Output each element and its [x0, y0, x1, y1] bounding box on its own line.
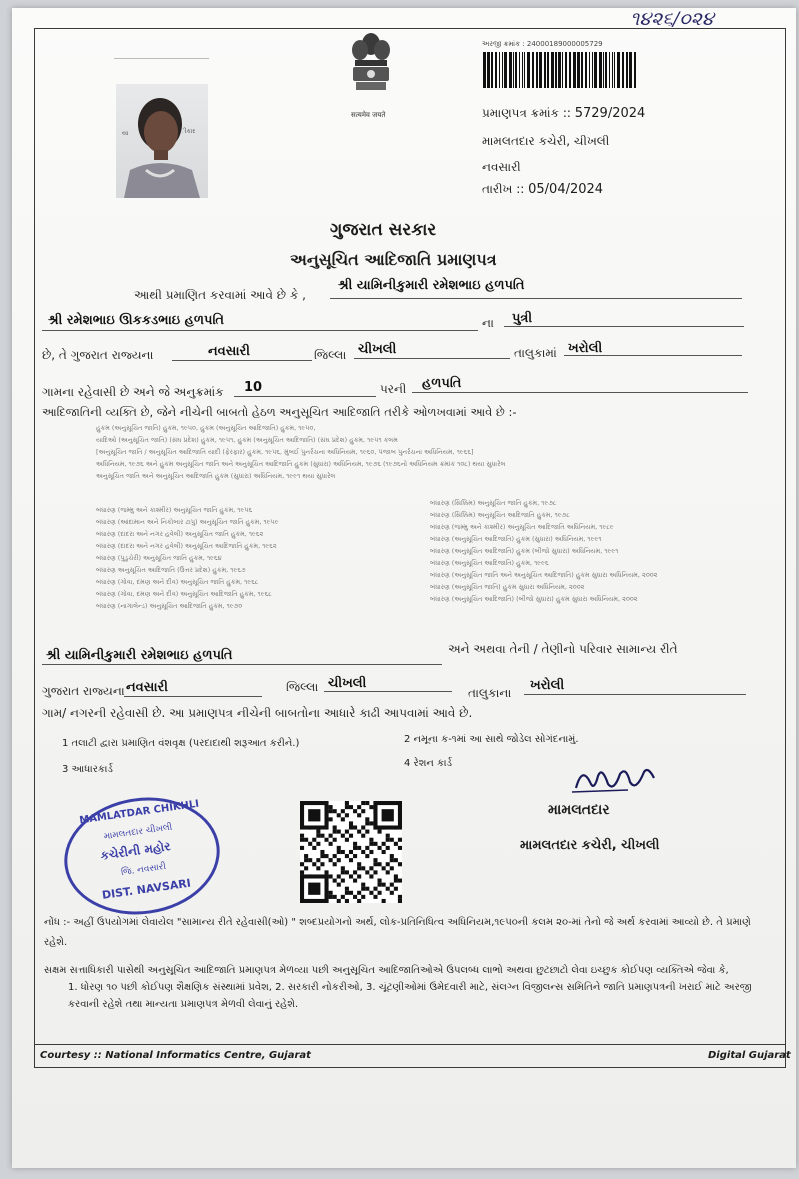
fine-print-left: બંધારણ (ગોવા, દમણ અને દીવ) અનુસૂચિત જાતિ હુકમ, ૧૯૬૮: [96, 578, 259, 586]
district-underline: [172, 360, 312, 361]
candidate-name-line2: શ્રી યામિનીકુમારી રમેશભાઇ હળપતિ: [46, 648, 233, 663]
taluka-underline: [354, 358, 510, 359]
fine-print-line: યાદિઓ (અનુસૂચિત જાતિ) (સંઘ પ્રદેશ) હુકમ, ૧૯૫૧, હુકમ (અનુસૂચિત આદિજાતિ) (સંઘ પ્રદેશ) હુકમ, ૧૯૫૧ કલમ: [96, 436, 398, 444]
certify-label: આથી પ્રમાણિત કરવામાં આવે છે કે ,: [134, 288, 306, 302]
fine-print-right: બંધારણ (અનુસૂચિત જાતિ અને અનુસૂચિત આદિજાતિ) હુકમ સુધારા અધિનિયમ, ૨૦૦૨: [430, 571, 658, 579]
state-label2: ગુજરાત રાજ્યના: [42, 684, 125, 698]
photo-caption-left: યા: [122, 130, 129, 137]
header-district: નવસારી: [482, 160, 521, 174]
national-emblem-icon: [347, 30, 395, 110]
handwritten-number: ૧૪૨૬/૦૨૪: [630, 8, 714, 30]
fine-print-line: અનુસૂચિત જાતિ અને અનુસૂચિત આદિજાતિ હુકમ (સુધારા) અધિનિયમ, ૧૯૯૧ થયા સુધારેલ: [96, 472, 336, 480]
fine-print-right: બંધારણ (જમ્મુ અને કાશ્મીર) અનુસૂચિત આદિજાતિ અધિનિયમ, ૧૯૮૯: [430, 523, 614, 531]
village-value: ખરોલી: [568, 341, 603, 356]
on-label: પરની: [380, 382, 407, 396]
candidate-photo: [116, 84, 208, 198]
certificate-sheet: [12, 8, 796, 1168]
certificate-number: પ્રમાણપત્ર ક્રમાંક :: 5729/2024: [482, 106, 646, 121]
footer-list: 1. ધોરણ ૧૦ પછી કોઈપણ શૈક્ષણિક સંસ્થામાં પ્રવેશ, 2. સરકારી નોકરીઓ, 3. ચૂંટણીઓમાં ઉમેદવારી માટે, સંલગ્ન વિજીલન્સ સમિતિને જાતિ પ્રમાણપત્રની ખરાઈ માટે અરજી કરવાની રહેશે તથા માન્યતા પ્રમાણપત્ર મેળવી લેવાનું રહેશે.: [68, 982, 752, 1010]
certificate-title: અનુસૂચિત આદિજાતિ પ્રમાણપત્ર: [290, 250, 497, 269]
fine-print-line: [અનુસૂચિત જાતિ / અનુસૂચિત આદિજાતિ યાદી (ફેરફાર) હુકમ, ૧૯૫૬, મુંબઈ પુનર્રચના અધિનિયમ, ૧૯૬૦, પંજાબ પુનર્રચના અધિનિયમ, ૧૯૬૬]: [96, 448, 474, 456]
fine-print-right: બંધારણ (સિક્કિમ) અનુસૂચિત જાતિ હુકમ, ૧૯૭૮: [430, 499, 557, 507]
issue-sentence: ગામ/ નગરની રહેવાસી છે. આ પ્રમાણપત્ર નીચેની બાબતોના આધારે કાઢી આપવામાં આવે છે.: [42, 706, 473, 720]
fine-print-left: બંધારણ (જમ્મુ અને કાશ્મીર) અનુસૂચિત જાતિ હુકમ, ૧૯૫૬: [96, 506, 253, 514]
stamp-inner-text: મામલતદાર ચીખલી: [103, 822, 174, 843]
footer-paragraph: સક્ષમ સત્તાધિકારી પાસેથી અનુસૂચિત આદિજાતિ પ્રમાણપત્ર મેળવ્યા પછી અનુસૂચિત આદિજાતિઓએ ઉપલબ્ધ લાભો અથવા છુટછાટો લેવા ઇચ્છુક કોઈપણ વ્યક્તિએ જેવા કે,: [44, 965, 729, 976]
issuing-office: મામલતદાર કચેરી, ચીખલી: [482, 134, 610, 148]
fine-print-left: બંધારણ (નાગાલેન્ડ) અનુસૂચિત આદિજાતિ હુકમ, ૧૯૭૦: [96, 602, 243, 610]
candidate-name-line1: શ્રી યામિનીકુમારી રમેશભાઇ હળપતિ: [338, 278, 525, 293]
resident-label: ગામના રહેવાસી છે અને જે અનુક્રમાંક: [42, 385, 224, 399]
fine-print-left: બંધારણ (આંદામાન અને નિકોબાર ટાપુ) અનુસૂચિત જાતિ હુકમ, ૧૯૫૯: [96, 518, 279, 526]
taluka-label: તાલુકામાં: [514, 346, 557, 360]
basis-item: 4 રેશન કાર્ડ: [404, 758, 453, 769]
father-underline: [42, 330, 478, 331]
fine-print-right: બંધારણ (સિક્કિમ) અનુસૂચિત આદિજાતિ હુકમ, ૧૯૭૮: [430, 511, 570, 519]
relation-value: પુત્રી: [512, 311, 533, 326]
fine-print-line: હુકમ (અનુસૂચિત જાતિ) હુકમ, ૧૯૫૦, હુકમ (અનુસૂચિત આદિજાતિ) હુકમ, ૧૯૫૦,: [96, 424, 316, 432]
fine-print-left: બંધારણ અનુસૂચિત આદિજાતિ (ઉત્તર પ્રદેશ) હુકમ, ૧૯૬૭: [96, 566, 246, 574]
family-label: અને અથવા તેની / તેણીનો પરિવાર સામાન્ય રીતે: [448, 642, 678, 656]
taluka-value2: ચીખલી: [328, 676, 367, 691]
issue-date: તારીખ :: 05/04/2024: [482, 182, 604, 197]
stamp-inner-text: જિ. નવસારી: [120, 861, 167, 879]
district-value2: નવસારી: [126, 680, 168, 695]
fine-print-left: બંધારણ (દાદરા અને નગર હવેલી) અનુસૂચિત આદિજાતિ હુકમ, ૧૯૬૨: [96, 542, 277, 550]
digital-gujarat-text: Digital Gujarat: [708, 1050, 791, 1061]
fine-print-right: બંધારણ (અનુસૂચિત આદિજાતિ) હુકમ (સુધારા) અધિનિયમ, ૧૯૯૧: [430, 535, 602, 543]
stamp-bottom-text: DIST. NAVSARI: [101, 876, 192, 902]
tribe-underline: [412, 392, 748, 393]
photo-top-line: [114, 58, 209, 59]
district-label2: જિલ્લા: [286, 680, 319, 694]
fine-print-line: અધિનિયમ, ૧૯૭૬ અને હુકમ અનુસૂચિત જાતિ અને અનુસૂચિત આદિજાતિ હુકમ (સુધારા) અધિનિયમ, ૧૯૭૬ (૧૯૭૬નો અધિનિયમ ક્રમાંક ૧૦૮) થયા સુધારેલ: [96, 460, 506, 468]
state-label: છે, તે ગુજરાત રાજ્યના: [42, 348, 154, 362]
fine-print-right: બંધારણ (અનુસૂચિત જાતિ) હુકમ સુધારા અધિનિયમ, ૨૦૦૨: [430, 583, 585, 591]
village2-underline: [524, 694, 746, 695]
serial-underline: [234, 396, 376, 397]
note-text: નોંધ :- અહીં ઉપયોગમાં લેવાયેલ "સામાન્ય રીતે રહેવાસી(ઓ) " શબ્દપ્રયોગનો અર્થ, લોક-પ્રતિનિધિત્વ અધિનિયમ,૧૯૫૦ની કલમ ૨૦-માં તેનો જે અર્થ કરવામાં આવ્યો છે. તે પ્રમાણે રહેશે.: [44, 917, 751, 948]
name2-underline: [42, 664, 442, 665]
district-value: નવસારી: [208, 344, 250, 359]
courtesy-text: Courtesy :: National Informatics Centre, Gujarat: [40, 1050, 311, 1061]
village-value2: ખરોલી: [530, 678, 565, 693]
fine-print-right: બંધારણ (અનુસૂચિત આદિજાતિ) હુકમ, ૧૯૯૬: [430, 559, 549, 567]
basis-item: 2 નમૂના ક-૧માં આ સાથે જોડેલ સોગંદનામું.: [404, 734, 579, 745]
footer-divider: [34, 1044, 786, 1045]
relation-underline: [504, 326, 744, 327]
serial-value: 10: [244, 380, 263, 395]
stamp-top-text: MAMLATDAR CHIKHLI: [78, 798, 200, 827]
father-name: શ્રી રમેશભાઇ ઊકકડભાઇ હળપતિ: [48, 313, 225, 328]
district-label: જિલ્લા: [314, 348, 347, 362]
taluka2-underline: [324, 691, 452, 692]
fine-print-right: બંધારણ (અનુસૂચિત આદિજાતિ) હુકમ (બીજો સુધારા) અધિનિયમ, ૧૯૯૧: [430, 547, 619, 555]
fine-print-left: બંધારણ (પુડુચેરી) અનુસૂચિત જાતિ હુકમ, ૧૯૬૪: [96, 554, 222, 562]
fine-print-right: બંધારણ (અનુસૂચિત આદિજાતિ) (બીજો સુધારા) હુકમ સુધારા અધિનિયમ, ૨૦૦૨: [430, 595, 638, 603]
stamp-inner-text: કચેરીની મહોર: [99, 839, 172, 863]
officer-office: મામલતદાર કચેરી, ચીખલી: [520, 838, 660, 853]
district2-underline: [124, 696, 262, 697]
officer-signature: [568, 762, 660, 798]
taluka-label2: તાલુકાના: [468, 686, 512, 700]
application-number: અરજી ક્રમાંક : 24000189000005729: [482, 40, 603, 48]
photo-caption-right: ીકાર: [180, 128, 196, 135]
fine-print-left: બંધારણ (દાદરા અને નગર હવેલી) અનુસૂચિત જાતિ હુકમ, ૧૯૬૨: [96, 530, 264, 538]
barcode: [481, 52, 641, 88]
name-underline: [330, 298, 742, 299]
village-underline: [564, 355, 742, 356]
basis-item: 1 તલાટી દ્વારા પ્રમાણિત વંશવૃક્ષ (પરદાદાથી શરૂઆત કરીને.): [62, 738, 300, 749]
relation-label: ના: [482, 316, 494, 330]
tribe-sentence: આદિજાતિની વ્યક્તિ છે, જેને નીચેની બાબતો હેઠળ અનુસૂચિત આદિજાતિ તરીકે ઓળખવામાં આવે છે :-: [42, 405, 517, 419]
qr-code: [300, 801, 402, 903]
government-title: ગુજરાત સરકાર: [330, 220, 437, 240]
emblem-caption: सत्यमेव जयते: [351, 111, 386, 119]
officer-title: મામલતદાર: [548, 802, 610, 818]
fine-print-left: બંધારણ (ગોવા, દમણ અને દીવ) અનુસૂચિત આદિજાતિ હુકમ, ૧૯૬૮: [96, 590, 272, 598]
taluka-value: ચીખલી: [358, 342, 397, 357]
tribe-value: હળપતિ: [422, 376, 462, 391]
basis-item: 3 આધારકાર્ડ: [62, 764, 113, 775]
